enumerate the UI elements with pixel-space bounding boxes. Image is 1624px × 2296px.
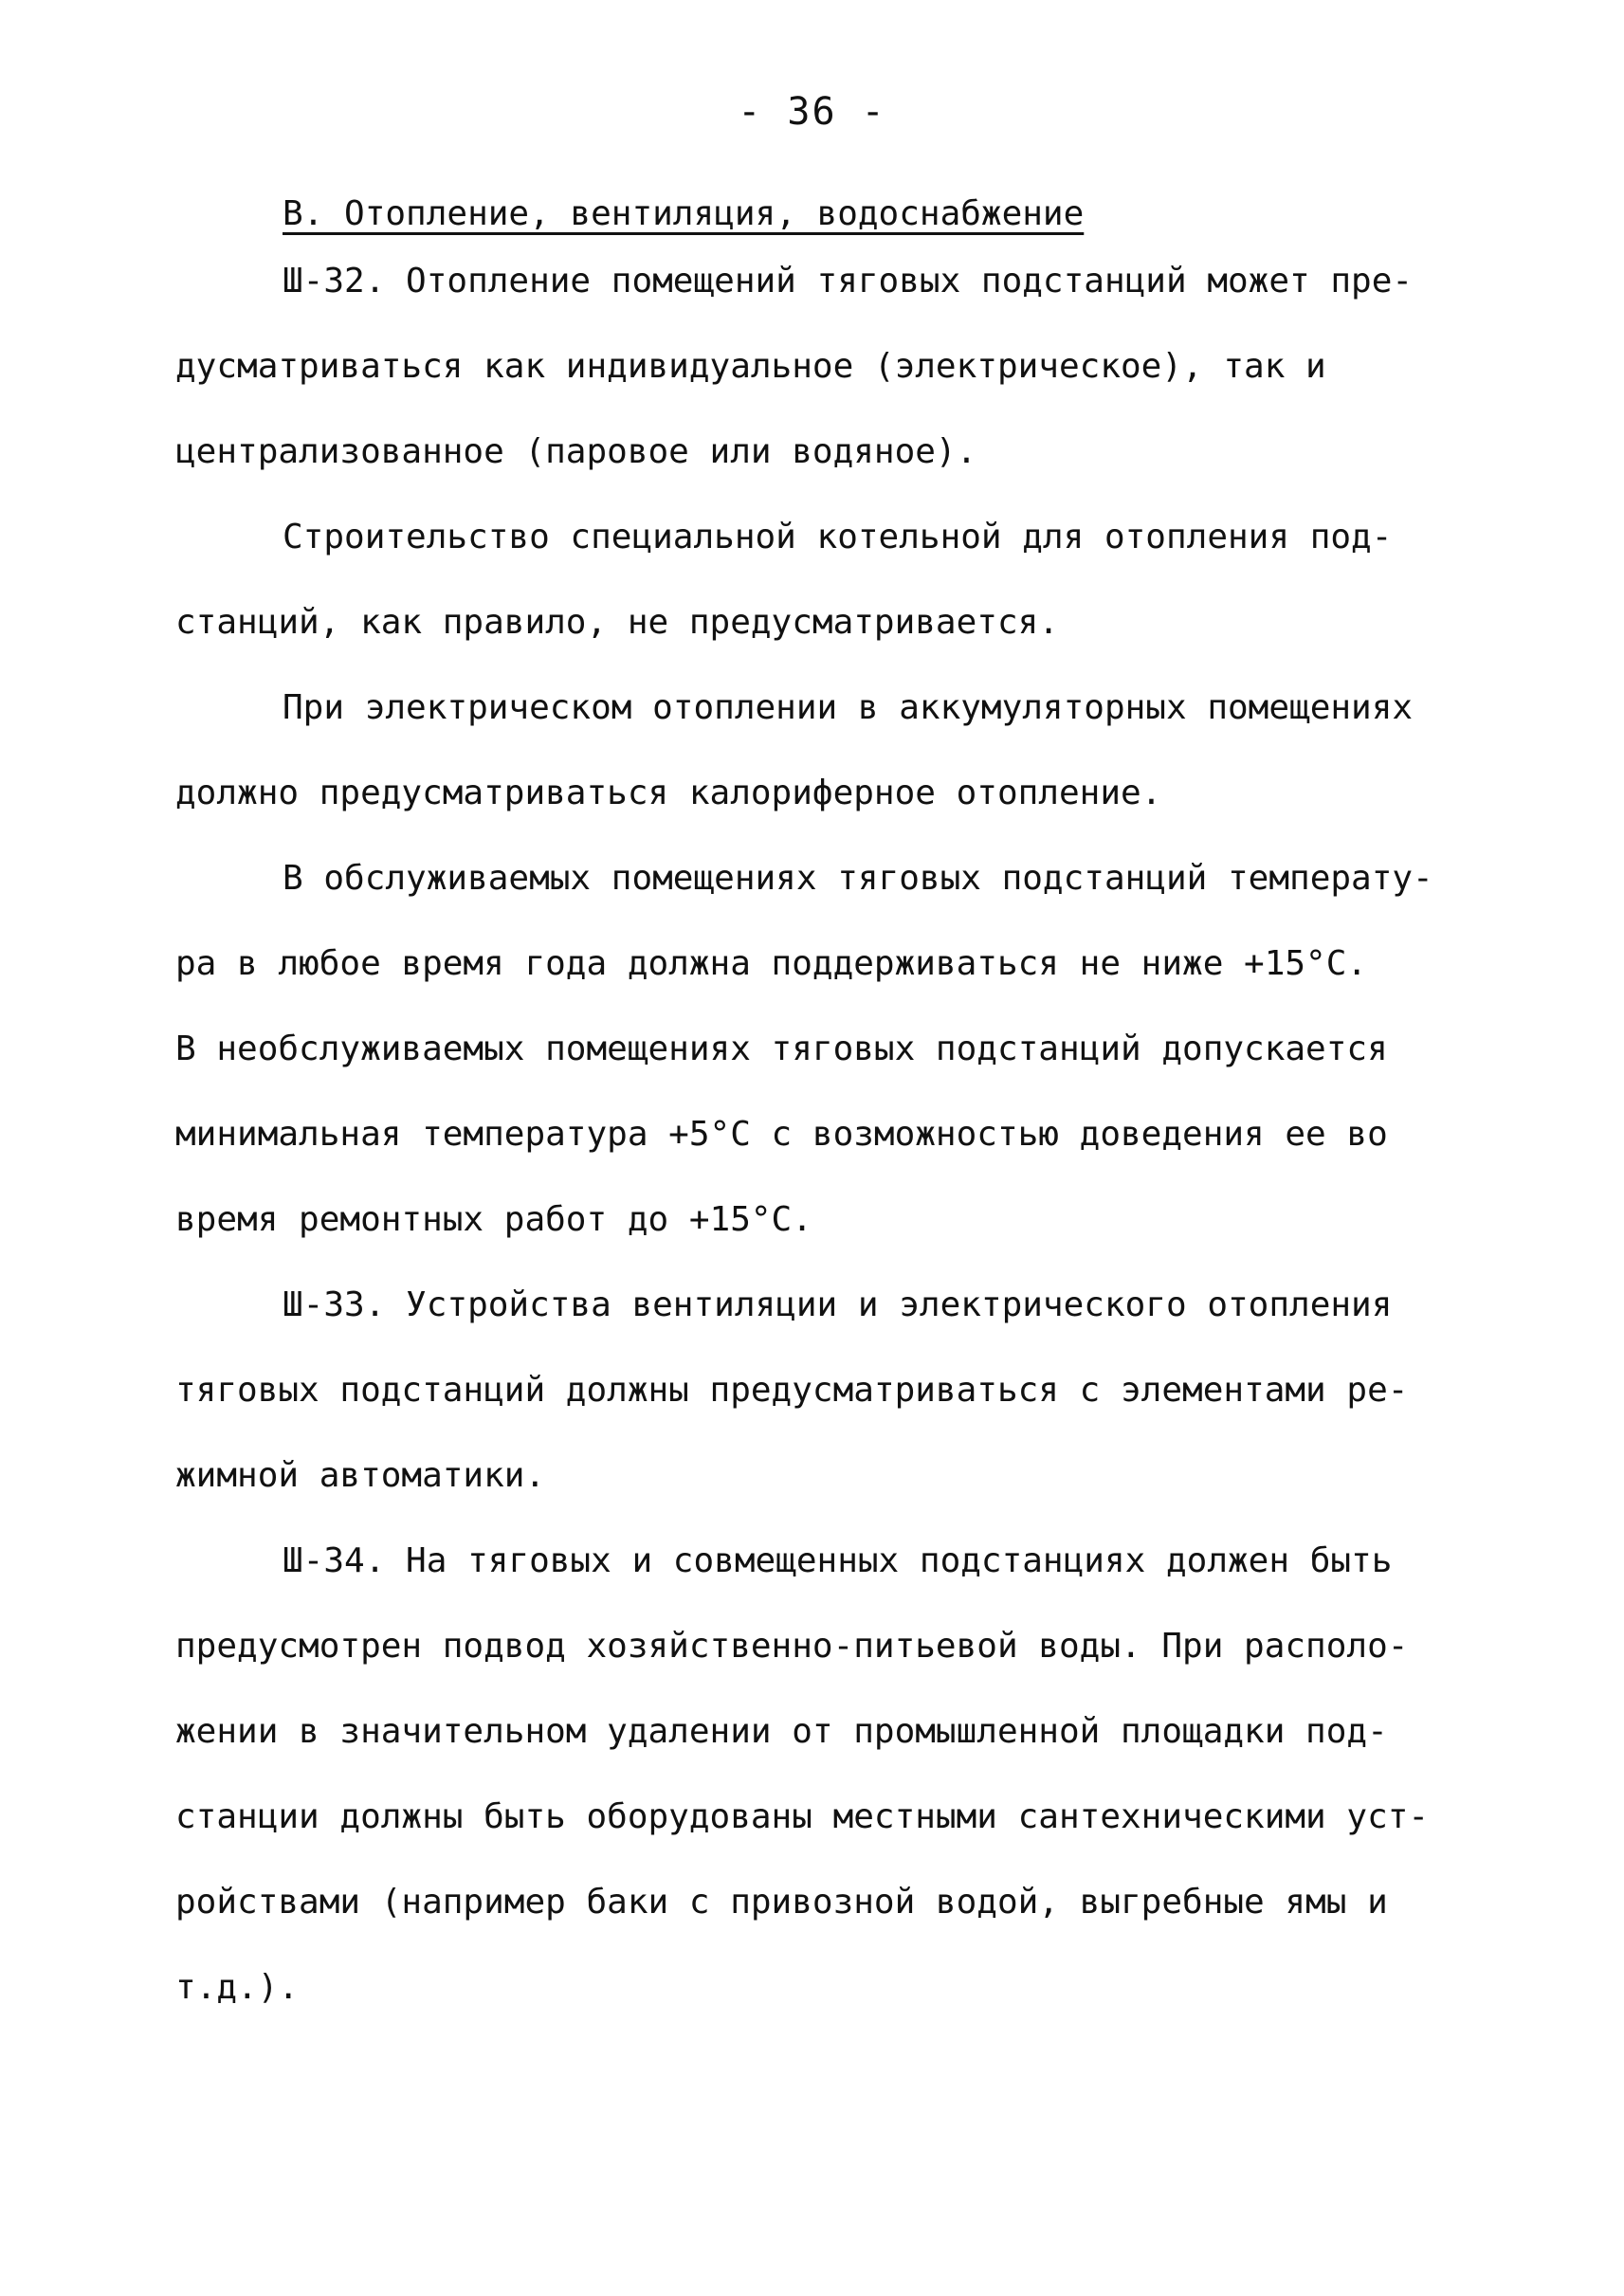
text-line: В обслуживаемых помещениях тяговых подстанций температу- [283, 859, 1433, 898]
page-number: - 36 - [738, 90, 886, 134]
text-line: должно предусматриваться калориферное отопление. [175, 774, 1162, 812]
text-line: ройствами (например баки с привозной водой, выгребные ямы и [175, 1883, 1388, 1922]
text-line: ра в любое время года должна поддерживаться не ниже +15°С. [175, 944, 1368, 983]
text-line: станции должны быть оборудованы местными сантехническими уст- [175, 1797, 1430, 1836]
text-line: станций, как правило, не предусматривается. [175, 603, 1059, 642]
section-heading: В. Отопление, вентиляция, водоснабжение [283, 194, 1085, 233]
text-line: жимной автоматики. [175, 1456, 546, 1495]
text-line: В необслуживаемых помещениях тяговых подстанций допускается [175, 1030, 1388, 1068]
text-line: Ш-33. Устройства вентиляции и электрического отопления [283, 1285, 1393, 1324]
text-line: тяговых подстанций должны предусматриваться с элементами ре- [175, 1371, 1409, 1410]
text-line: жении в значительном удалении от промышленной площадки под- [175, 1712, 1388, 1751]
text-line: Ш-32. Отопление помещений тяговых подстанций может пре- [283, 262, 1414, 301]
text-line: Строительство специальной котельной для отопления под- [283, 518, 1393, 556]
text-line: минимальная температура +5°С с возможностью доведения ее во [175, 1115, 1388, 1154]
text-line: Ш-34. На тяговых и совмещенных подстанциях должен быть [283, 1541, 1393, 1580]
text-line: дусматриваться как индивидуальное (электрическое), так и [175, 347, 1326, 386]
text-line: т.д.). [175, 1968, 300, 2007]
text-line: предусмотрен подвод хозяйственно-питьевой воды. При располо- [175, 1627, 1409, 1666]
text-line: время ремонтных работ до +15°С. [175, 1200, 812, 1239]
text-line: централизованное (паровое или водяное). [175, 432, 977, 471]
text-line: При электрическом отоплении в аккумуляторных помещениях [283, 688, 1414, 727]
